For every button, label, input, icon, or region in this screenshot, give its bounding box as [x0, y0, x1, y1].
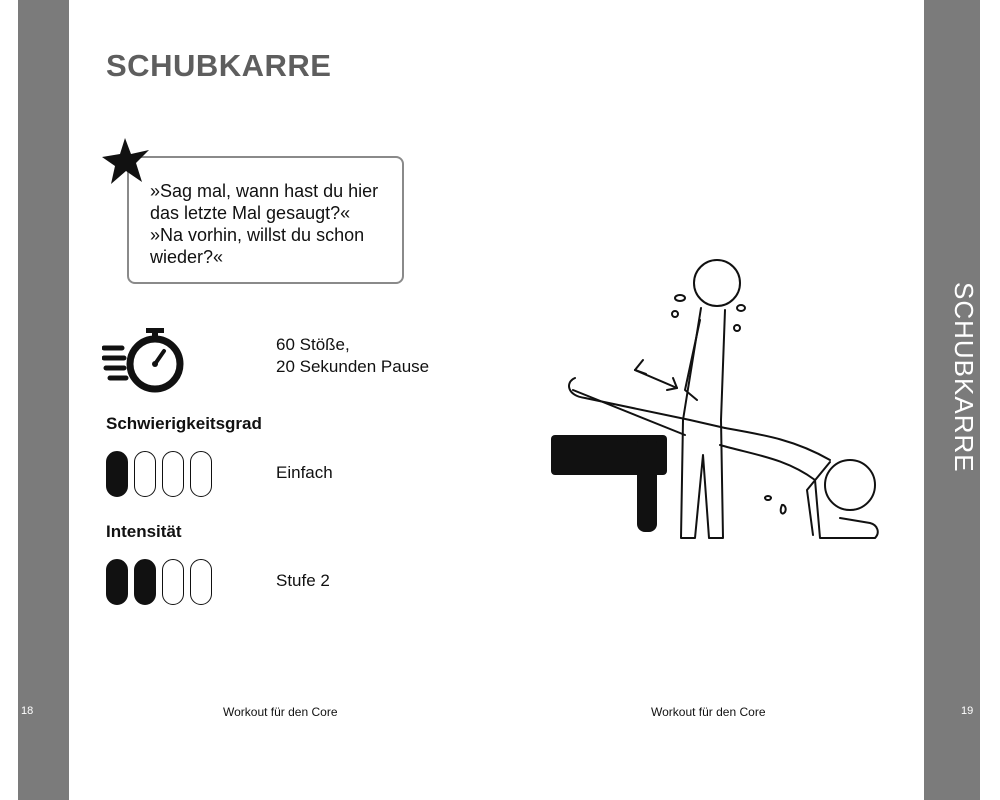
- difficulty-rating: [106, 451, 212, 497]
- quote-line: das letzte Mal gesaugt?«: [150, 203, 351, 223]
- intensity-pill-filled: [106, 559, 128, 605]
- difficulty-label: Schwierigkeitsgrad: [106, 414, 262, 433]
- footer-left: Workout für den Core: [223, 705, 338, 719]
- difficulty-pill-empty: [134, 451, 156, 497]
- quote-text: [150, 180, 400, 268]
- quote-line: wieder?«: [150, 247, 224, 267]
- side-title: SCHUBKARRE: [949, 282, 979, 473]
- intensity-rating: [106, 559, 212, 605]
- timer-line: 60 Stöße,: [276, 335, 350, 354]
- intensity-pill-empty: [190, 559, 212, 605]
- difficulty-value: Einfach: [276, 463, 333, 482]
- quote-line: »Na vorhin, willst du schon: [150, 225, 365, 245]
- page-number-left: 18: [21, 705, 34, 717]
- difficulty-pill-empty: [190, 451, 212, 497]
- intensity-value: Stufe 2: [276, 571, 330, 590]
- difficulty-pill-empty: [162, 451, 184, 497]
- intensity-label: Intensität: [106, 522, 182, 541]
- intensity-pill-empty: [162, 559, 184, 605]
- star-icon: [102, 136, 154, 188]
- timer-text: [276, 334, 429, 378]
- stopwatch-icon: [102, 326, 192, 396]
- quote-line: »Sag mal, wann hast du hier: [150, 181, 379, 201]
- page-number-right: 19: [961, 705, 974, 717]
- footer-right: Workout für den Core: [651, 705, 766, 719]
- timer-line: 20 Sekunden Pause: [276, 357, 430, 376]
- page-title: SCHUBKARRE: [106, 48, 332, 83]
- intensity-pill-filled: [134, 559, 156, 605]
- difficulty-pill-filled: [106, 451, 128, 497]
- exercise-illustration: [545, 250, 885, 550]
- left-margin-bar: [18, 0, 69, 800]
